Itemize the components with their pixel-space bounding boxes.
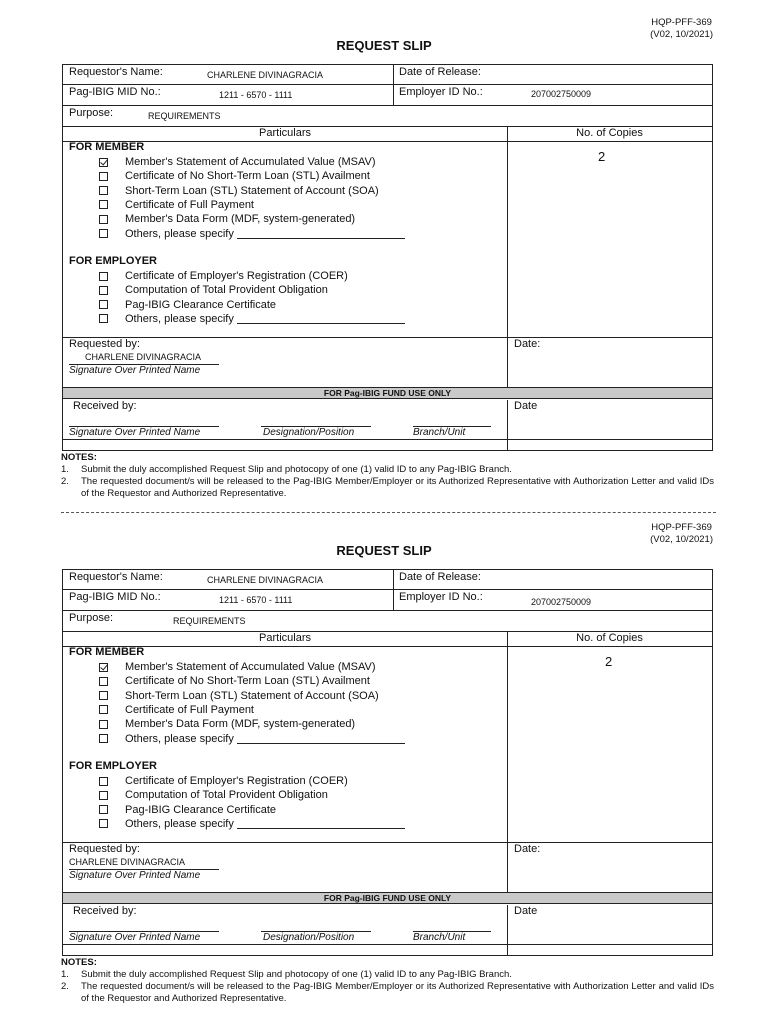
checkbox[interactable] [99, 805, 108, 814]
checkbox[interactable] [99, 791, 108, 800]
requestor-name-label: Requestor's Name: [69, 571, 163, 583]
checkbox[interactable] [99, 215, 108, 224]
specify-blank-field[interactable] [237, 734, 405, 744]
requested-date-label: Date: [514, 338, 541, 350]
note-item [61, 476, 714, 500]
requestor-name-label: Requestor's Name: [69, 66, 163, 78]
checklist-item [99, 774, 348, 788]
mid-number-label: Pag-IBIG MID No.: [69, 86, 161, 98]
requested-date-label: Date: [514, 843, 541, 855]
checklist-item [99, 312, 405, 326]
checklist-item-label: Others, please specify [125, 312, 234, 325]
slip-title: REQUEST SLIP [336, 543, 432, 558]
request-form [62, 64, 713, 451]
request-form [62, 569, 713, 956]
form-version: (V02, 10/2021) [650, 29, 713, 40]
note-number: 1. [61, 464, 69, 475]
request-slip-top [0, 0, 768, 500]
notes-heading: NOTES: [61, 452, 97, 463]
checklist-item-label: Computation of Total Provident Obligation [125, 789, 328, 802]
checkbox[interactable] [99, 705, 108, 714]
checklist-item-label: Member's Data Form (MDF, system-generated) [125, 718, 356, 731]
signature-caption: Signature Over Printed Name [69, 365, 201, 376]
note-text: Submit the duly accomplished Request Slip and photocopy of one (1) valid ID to any Pag-IBIG Branch. [81, 969, 512, 980]
checklist-item-label: Others, please specify [125, 732, 234, 745]
checklist-item [99, 788, 328, 802]
checklist-item-label: Pag-IBIG Clearance Certificate [125, 803, 277, 816]
checklist-item [99, 732, 405, 746]
checklist-item-label: Member's Statement of Accumulated Value (MSAV) [125, 661, 376, 673]
checklist-item [99, 212, 355, 226]
notes-list [61, 464, 714, 500]
checkbox[interactable] [99, 677, 108, 686]
employer-id-label: Employer ID No.: [399, 86, 483, 98]
note-text: The requested document/s will be released to the Pag-IBIG Member/Employer or its Authorized Representative with Authorization Letter and valid IDs of the Requestor and Authorized Representative. [81, 476, 714, 499]
form-code-number: HQP-PFF-369 [651, 17, 712, 28]
received-by-label: Received by: [73, 400, 137, 412]
for-employer-heading: FOR EMPLOYER [69, 760, 158, 772]
note-number: 2. [61, 476, 69, 487]
requested-by-label: Requested by: [69, 843, 140, 855]
copies-header: No. of Copies [576, 127, 643, 139]
checkbox[interactable] [99, 272, 108, 281]
for-employer-heading: FOR EMPLOYER [69, 255, 158, 267]
checkbox[interactable] [99, 734, 108, 743]
note-item [61, 981, 714, 1005]
employer-id-label: Employer ID No.: [399, 591, 483, 603]
checklist-item-label: Others, please specify [125, 227, 234, 240]
purpose-field[interactable]: REQUIREMENTS [148, 111, 221, 121]
designation-caption: Designation/Position [263, 427, 355, 438]
mid-number-field[interactable]: 1211 - 6570 - 1111 [219, 90, 293, 100]
mid-number-label: Pag-IBIG MID No.: [69, 591, 161, 603]
received-signature-caption: Signature Over Printed Name [69, 932, 201, 943]
checklist-item [99, 169, 370, 183]
signature-caption: Signature Over Printed Name [69, 870, 201, 881]
checklist-item-label: Certificate of Employer's Registration (COER) [125, 775, 348, 787]
date-of-release-label: Date of Release: [399, 66, 481, 78]
checklist-item [99, 660, 376, 674]
checklist-item-label: Others, please specify [125, 817, 234, 830]
purpose-label: Purpose: [69, 107, 114, 119]
purpose-field[interactable]: REQUIREMENTS [173, 616, 246, 626]
checklist-item [99, 689, 379, 703]
requestor-name-field[interactable]: CHARLENE DIVINAGRACIA [207, 575, 324, 585]
fund-use-banner: FOR Pag-IBIG FUND USE ONLY [63, 892, 712, 904]
checkbox[interactable] [99, 777, 108, 786]
checklist-item [99, 155, 376, 169]
specify-blank-field[interactable] [237, 819, 405, 829]
checkbox[interactable] [99, 691, 108, 700]
checklist-item [99, 227, 405, 241]
copies-header: No. of Copies [576, 632, 643, 644]
designation-caption: Designation/Position [263, 932, 355, 943]
note-text: The requested document/s will be released to the Pag-IBIG Member/Employer or its Authorized Representative with Authorization Letter and valid IDs of the Requestor and Authorized Representative. [81, 981, 714, 1004]
mid-number-field[interactable]: 1211 - 6570 - 1111 [219, 595, 293, 605]
checkbox[interactable] [99, 819, 108, 828]
form-version: (V02, 10/2021) [650, 534, 713, 545]
checklist-item-label: Certificate of No Short-Term Loan (STL) Availment [125, 170, 370, 183]
checklist-item-label: Certificate of Full Payment [125, 198, 254, 211]
checkbox[interactable] [99, 186, 108, 195]
checklist-item [99, 269, 348, 283]
request-slip-bottom [0, 505, 768, 1005]
checklist-item [99, 198, 254, 212]
checkbox[interactable] [99, 229, 108, 238]
checklist-item-label: Certificate of No Short-Term Loan (STL) Availment [125, 675, 370, 688]
checkbox[interactable] [99, 286, 108, 295]
checklist-item [99, 803, 276, 817]
checklist-item-label: Member's Statement of Accumulated Value (MSAV) [125, 156, 376, 168]
checkbox[interactable] [99, 300, 108, 309]
employer-id-field[interactable]: 207002750009 [531, 597, 592, 607]
purpose-label: Purpose: [69, 612, 114, 624]
checklist-item [99, 184, 379, 198]
checkbox[interactable] [99, 720, 108, 729]
for-member-heading: FOR MEMBER [69, 141, 145, 153]
notes-section [61, 957, 714, 1005]
requestor-name-field[interactable]: CHARLENE DIVINAGRACIA [207, 70, 324, 80]
for-member-heading: FOR MEMBER [69, 646, 145, 658]
notes-heading: NOTES: [61, 957, 97, 968]
requested-by-name[interactable]: CHARLENE DIVINAGRACIA [69, 857, 186, 867]
checkbox[interactable] [99, 158, 108, 167]
notes-list [61, 969, 714, 1005]
requested-by-label: Requested by: [69, 338, 140, 350]
received-date-label: Date [514, 905, 538, 917]
fund-use-banner: FOR Pag-IBIG FUND USE ONLY [63, 387, 712, 399]
checkbox[interactable] [99, 663, 108, 672]
branch-caption: Branch/Unit [413, 932, 466, 943]
checkbox[interactable] [99, 200, 108, 209]
notes-section [61, 452, 714, 500]
checklist-item [99, 283, 328, 297]
received-date-label: Date [514, 400, 538, 412]
note-item [61, 969, 714, 981]
checklist-item-label: Certificate of Full Payment [125, 703, 254, 716]
branch-caption: Branch/Unit [413, 427, 466, 438]
form-code-number: HQP-PFF-369 [651, 522, 712, 533]
checklist-item-label: Member's Data Form (MDF, system-generated) [125, 213, 356, 226]
slip-title: REQUEST SLIP [336, 38, 432, 53]
note-number: 1. [61, 969, 69, 980]
checklist-item-label: Pag-IBIG Clearance Certificate [125, 298, 277, 311]
received-signature-caption: Signature Over Printed Name [69, 427, 201, 438]
checklist-item-label: Short-Term Loan (STL) Statement of Account (SOA) [125, 689, 379, 702]
received-by-label: Received by: [73, 905, 137, 917]
checkbox[interactable] [99, 172, 108, 181]
requested-by-name[interactable]: CHARLENE DIVINAGRACIA [85, 352, 202, 362]
checklist-item [99, 717, 355, 731]
specify-blank-field[interactable] [237, 314, 405, 324]
date-of-release-label: Date of Release: [399, 571, 481, 583]
copies-count[interactable]: 2 [598, 149, 606, 164]
checklist-item-label: Computation of Total Provident Obligation [125, 284, 328, 297]
checklist-item [99, 703, 254, 717]
particulars-header: Particulars [259, 127, 311, 139]
note-text: Submit the duly accomplished Request Slip and photocopy of one (1) valid ID to any Pag-IBIG Branch. [81, 464, 512, 475]
copies-count[interactable]: 2 [605, 654, 613, 669]
specify-blank-field[interactable] [237, 229, 405, 239]
checklist-item-label: Short-Term Loan (STL) Statement of Account (SOA) [125, 184, 379, 197]
checklist-item [99, 674, 370, 688]
note-item [61, 464, 714, 476]
checklist-item [99, 298, 276, 312]
note-number: 2. [61, 981, 69, 992]
checklist-item [99, 817, 405, 831]
checkbox[interactable] [99, 314, 108, 323]
particulars-header: Particulars [259, 632, 311, 644]
employer-id-field[interactable]: 207002750009 [531, 89, 592, 99]
checklist-item-label: Certificate of Employer's Registration (COER) [125, 270, 348, 282]
